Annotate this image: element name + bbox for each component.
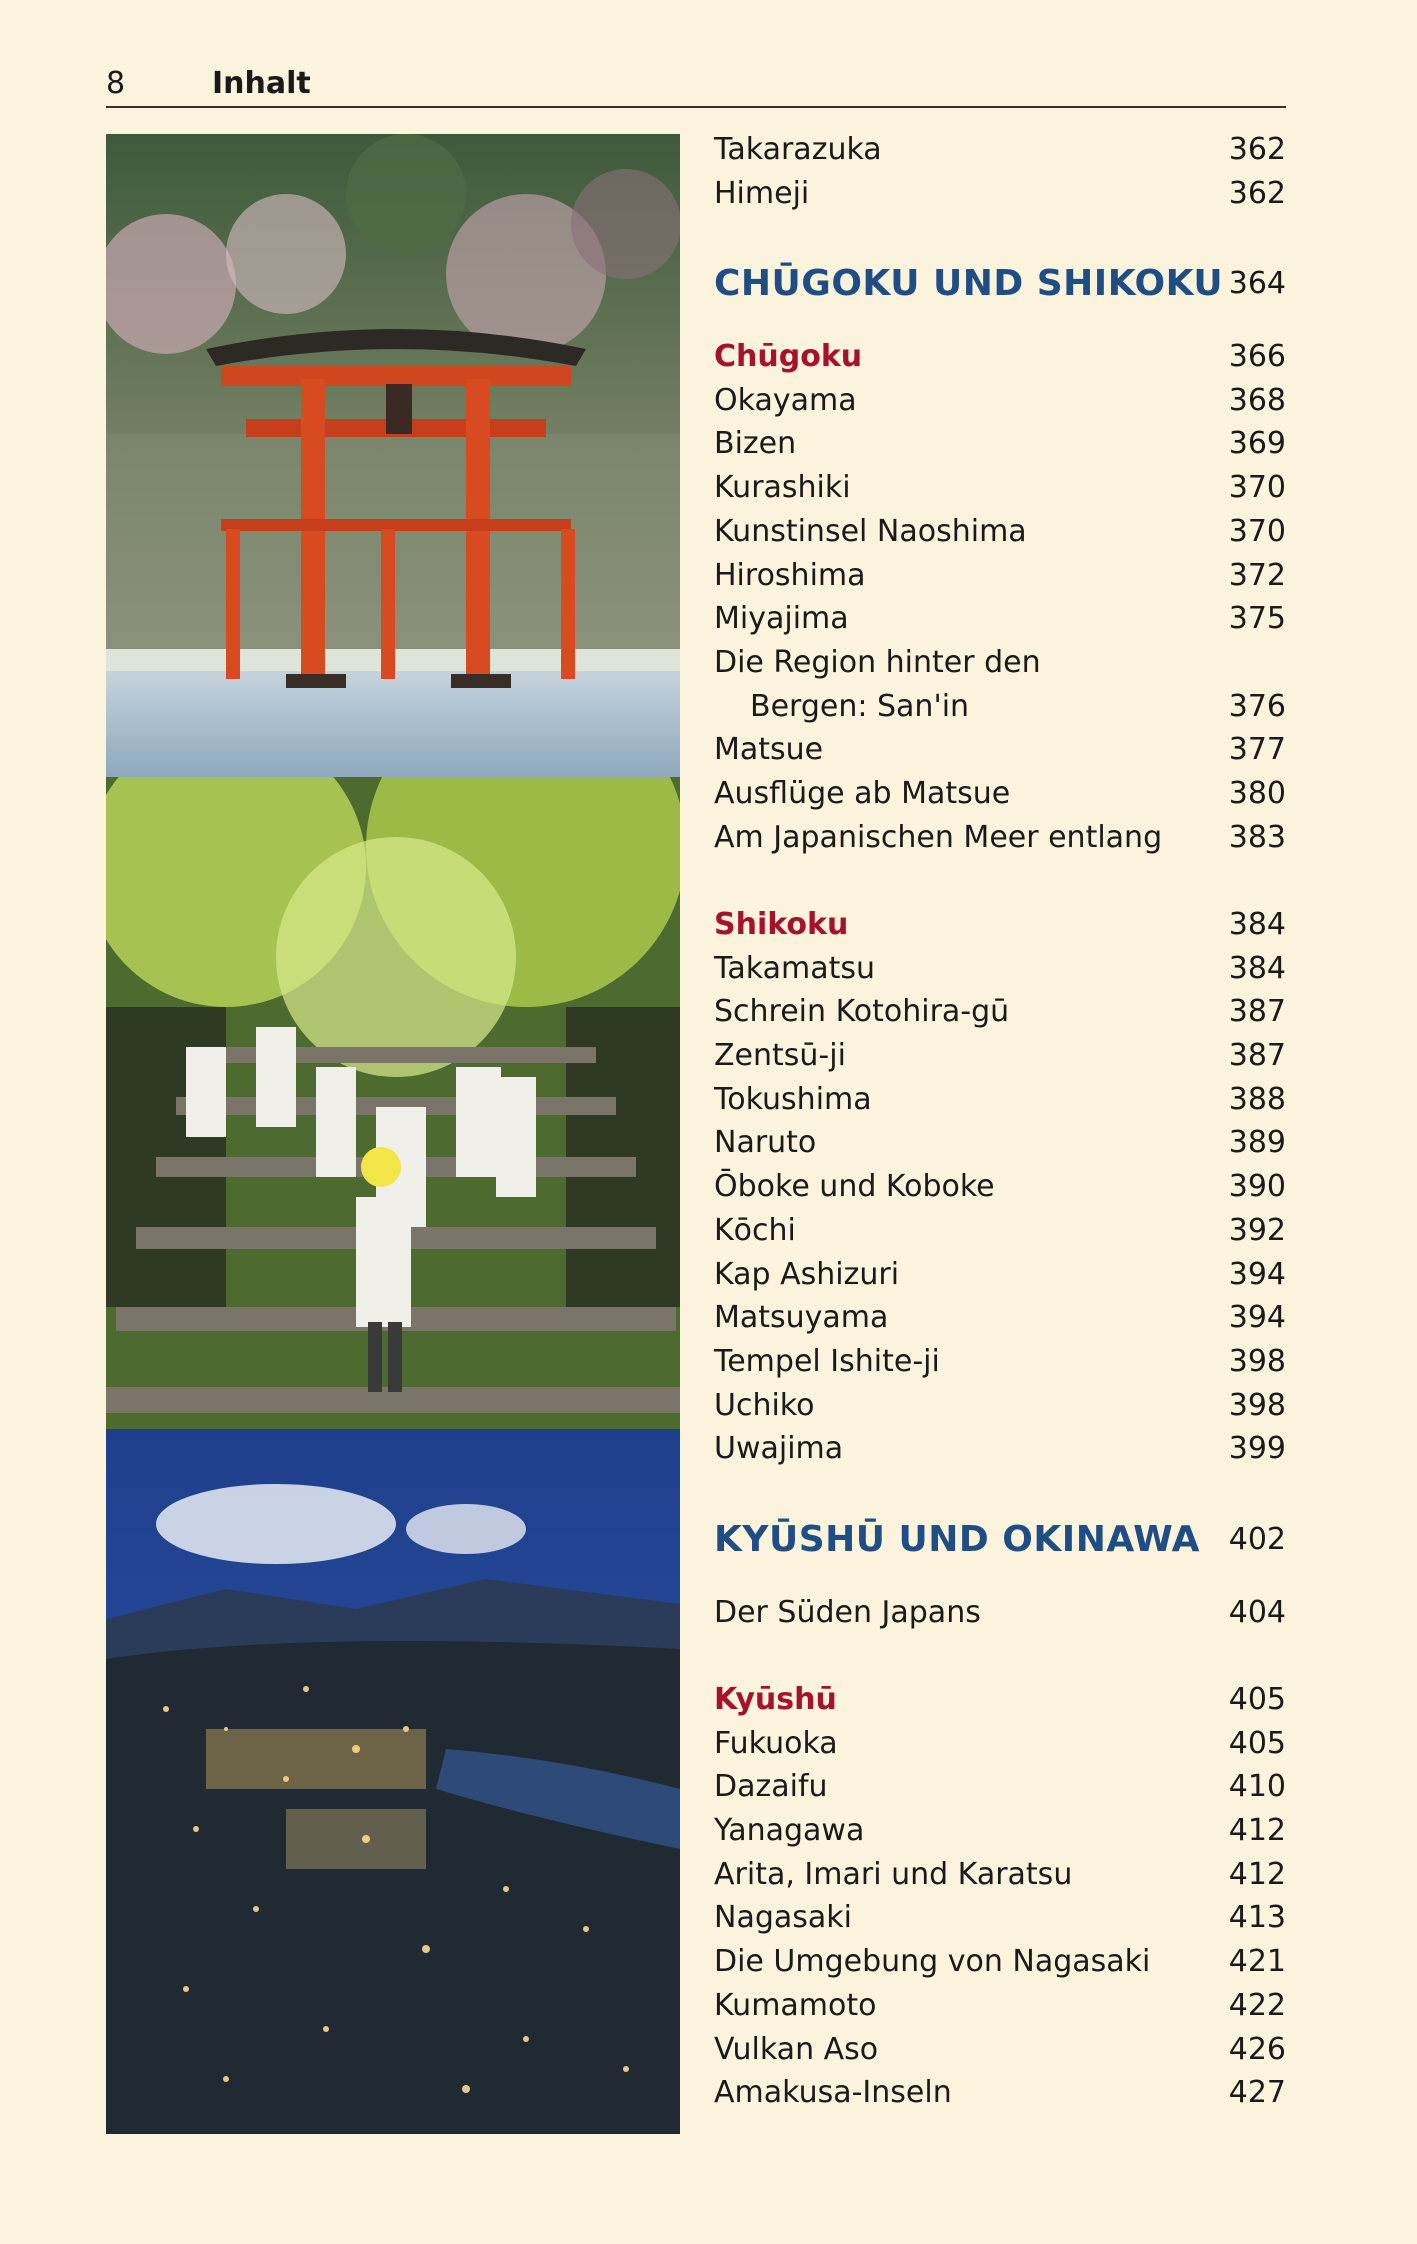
- toc-entry-page: 368: [1228, 382, 1286, 418]
- toc-entry-page: 412: [1228, 1856, 1286, 1892]
- toc-entry-page: 399: [1228, 1431, 1286, 1467]
- toc-entry: [714, 816, 1286, 860]
- toc-entry-page: 412: [1228, 1813, 1286, 1849]
- toc-entry-page: 394: [1228, 1300, 1286, 1336]
- toc-entry-title: Himeji: [714, 175, 810, 211]
- toc-entry-page: 410: [1228, 1769, 1286, 1805]
- toc-entry-page: 426: [1228, 2031, 1286, 2067]
- toc-entry: [714, 172, 1286, 216]
- toc-entry-page: 421: [1228, 1944, 1286, 1980]
- toc-entry-title: Ōboke und Koboke: [714, 1169, 995, 1205]
- toc-entry-page: 364: [1228, 266, 1286, 302]
- toc-entry: [714, 1253, 1286, 1297]
- toc-entry: [714, 728, 1286, 772]
- toc-entry-title: Kurashiki: [714, 470, 851, 506]
- toc-entry: [714, 1165, 1286, 1209]
- toc-section-heading: [714, 903, 1286, 947]
- toc-entry-title: Matsuyama: [714, 1300, 889, 1336]
- toc-entry-page: 380: [1228, 775, 1286, 811]
- toc-spacer: [714, 1471, 1286, 1515]
- section-label: Inhalt: [212, 66, 311, 101]
- toc-entry-page: 427: [1228, 2075, 1286, 2111]
- toc-entry: [714, 422, 1286, 466]
- toc-entry-title: Okayama: [714, 382, 857, 418]
- toc-entry: [714, 641, 1286, 685]
- toc-entry-page: 405: [1228, 1682, 1286, 1717]
- page-number: 8: [106, 66, 126, 101]
- toc-entry: [714, 1853, 1286, 1897]
- toc-entry-title: Amakusa-Inseln: [714, 2075, 952, 2111]
- toc-entry-page: 377: [1228, 732, 1286, 768]
- toc-spacer: [714, 215, 1286, 259]
- toc-entry-title: Tokushima: [714, 1081, 872, 1117]
- toc-entry-title: Die Region hinter den: [714, 644, 1041, 680]
- toc-entry: [714, 990, 1286, 1034]
- toc-entry-page: 370: [1228, 513, 1286, 549]
- toc-entry-page: 389: [1228, 1125, 1286, 1161]
- toc-entry-title: KYŪSHŪ UND OKINAWA: [714, 1518, 1201, 1560]
- toc-entry-page: 387: [1228, 1038, 1286, 1074]
- toc-entry: [714, 2028, 1286, 2072]
- toc-entry-title: Miyajima: [714, 601, 849, 637]
- toc-entry-page: 422: [1228, 1987, 1286, 2023]
- toc-entry-title: Yanagawa: [714, 1813, 865, 1849]
- toc-entry-title: Uwajima: [714, 1431, 844, 1467]
- toc-entry: [714, 128, 1286, 172]
- toc-section-heading: [714, 1678, 1286, 1722]
- toc-entry-page: 369: [1228, 426, 1286, 462]
- toc-entry-title: Takamatsu: [714, 950, 875, 986]
- pilgrims-stairs-photo: [106, 777, 680, 1429]
- toc-entry-title: Vulkan Aso: [714, 2031, 879, 2067]
- toc-entry-page: 402: [1228, 1521, 1286, 1557]
- toc-entry: [714, 947, 1286, 991]
- toc-entry-page: 372: [1228, 557, 1286, 593]
- toc-chapter-heading: [714, 1515, 1286, 1565]
- toc-entry-page: 398: [1228, 1387, 1286, 1423]
- toc-entry: [714, 379, 1286, 423]
- toc-entry: [714, 1209, 1286, 1253]
- toc-entry-page: 362: [1228, 175, 1286, 211]
- toc-entry: [714, 1896, 1286, 1940]
- toc-entry-page: 392: [1228, 1212, 1286, 1248]
- toc-entry-title: Bergen: San'in: [750, 688, 970, 724]
- toc-entry: [714, 1078, 1286, 1122]
- toc-entry-title: Kōchi: [714, 1212, 796, 1248]
- toc-entry-title: Kumamoto: [714, 1987, 877, 2023]
- table-of-contents: [714, 128, 1286, 2115]
- toc-entry: [714, 1427, 1286, 1471]
- toc-entry: [714, 466, 1286, 510]
- toc-spacer: [714, 309, 1286, 335]
- toc-entry-title: Arita, Imari und Karatsu: [714, 1856, 1073, 1892]
- toc-entry-page: 413: [1228, 1900, 1286, 1936]
- toc-entry-page: 388: [1228, 1081, 1286, 1117]
- toc-entry-page: 384: [1228, 950, 1286, 986]
- toc-entry: [714, 1591, 1286, 1635]
- toc-entry: [714, 1940, 1286, 1984]
- toc-entry-title: Kyūshū: [714, 1682, 837, 1717]
- toc-spacer: [714, 1634, 1286, 1678]
- toc-entry-title: Uchiko: [714, 1387, 815, 1423]
- toc-entry-title: Ausflüge ab Matsue: [714, 775, 1011, 811]
- toc-entry-title: Hiroshima: [714, 557, 866, 593]
- toc-entry-page: 394: [1228, 1256, 1286, 1292]
- toc-entry-page: 383: [1228, 819, 1286, 855]
- toc-entry-title: Fukuoka: [714, 1725, 838, 1761]
- toc-entry: [714, 1765, 1286, 1809]
- toc-entry-page: 366: [1228, 339, 1286, 375]
- toc-entry-page: 362: [1228, 132, 1286, 167]
- toc-spacer: [714, 1565, 1286, 1591]
- toc-entry-title: Die Umgebung von Nagasaki: [714, 1944, 1151, 1980]
- toc-entry-title: Shikoku: [714, 907, 849, 942]
- toc-entry: [714, 772, 1286, 816]
- nagasaki-night-view-photo: [106, 1429, 680, 2134]
- toc-entry-page: 405: [1228, 1725, 1286, 1761]
- toc-entry: [714, 2071, 1286, 2115]
- toc-entry-title: Der Süden Japans: [714, 1594, 981, 1630]
- toc-entry-title: Dazaifu: [714, 1769, 828, 1805]
- toc-entry: [714, 1121, 1286, 1165]
- toc-entry: [714, 1034, 1286, 1078]
- toc-entry-title: Tempel Ishite-ji: [714, 1343, 940, 1379]
- toc-entry: [714, 597, 1286, 641]
- toc-entry-title: Schrein Kotohira-gū: [714, 994, 1010, 1030]
- toc-section-heading: [714, 335, 1286, 379]
- toc-entry-title: Zentsū-ji: [714, 1038, 846, 1074]
- toc-entry-page: 384: [1228, 907, 1286, 942]
- toc-entry-title: CHŪGOKU UND SHIKOKU: [714, 263, 1224, 305]
- toc-entry: [714, 1296, 1286, 1340]
- toc-entry: [714, 685, 1286, 729]
- toc-entry-page: 398: [1228, 1343, 1286, 1379]
- toc-entry-title: Bizen: [714, 426, 797, 462]
- toc-entry-title: Matsue: [714, 732, 824, 768]
- torii-gate-photo: [106, 134, 680, 777]
- photo-column: [106, 134, 680, 2134]
- toc-entry: [714, 1984, 1286, 2028]
- toc-entry: [714, 1722, 1286, 1766]
- toc-entry-title: Nagasaki: [714, 1900, 852, 1936]
- toc-entry-title: Takarazuka: [714, 132, 882, 167]
- page-header: [106, 62, 1286, 108]
- toc-entry: [714, 554, 1286, 598]
- toc-entry-page: 390: [1228, 1169, 1286, 1205]
- toc-chapter-heading: [714, 259, 1286, 309]
- toc-entry: [714, 1384, 1286, 1428]
- toc-entry-title: Naruto: [714, 1125, 817, 1161]
- toc-entry-page: 387: [1228, 994, 1286, 1030]
- toc-entry-page: 370: [1228, 470, 1286, 506]
- toc-entry-title: Kap Ashizuri: [714, 1256, 900, 1292]
- toc-entry-page: 375: [1228, 601, 1286, 637]
- toc-entry: [714, 510, 1286, 554]
- toc-entry: [714, 1809, 1286, 1853]
- toc-entry-page: 404: [1228, 1594, 1286, 1630]
- toc-entry-title: Chūgoku: [714, 339, 863, 375]
- toc-entry-page: 376: [1228, 688, 1286, 724]
- toc-entry-title: Am Japanischen Meer entlang: [714, 819, 1163, 855]
- toc-entry: [714, 1340, 1286, 1384]
- toc-spacer: [714, 859, 1286, 903]
- toc-entry-title: Kunstinsel Naoshima: [714, 513, 1027, 549]
